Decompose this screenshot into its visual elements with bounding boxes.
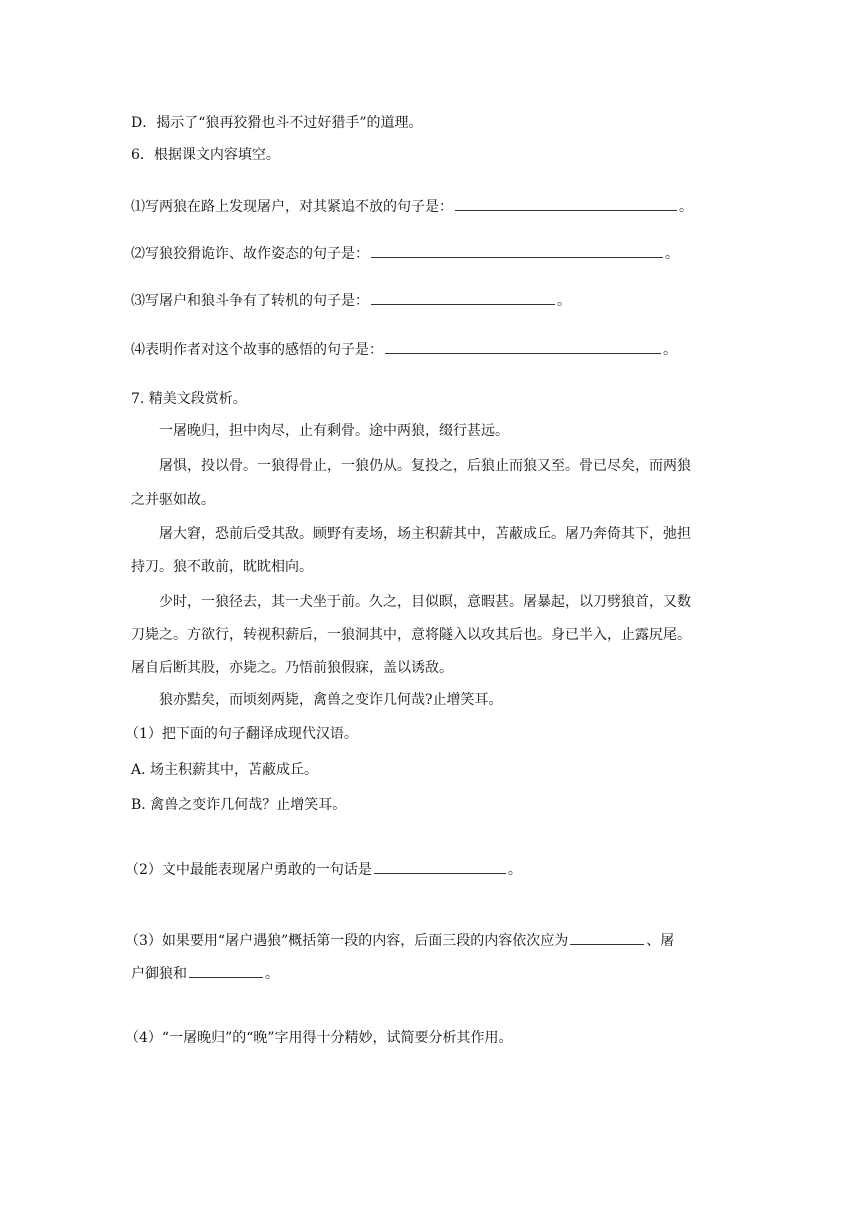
passage-p3-line2: 持刀。狼不敢前，眈眈相向。 <box>131 559 313 575</box>
answer-blank[interactable] <box>385 339 661 354</box>
q7-sub2-text: （2）文中最能表现屠户勇敢的一句话是 <box>125 862 372 878</box>
passage-p1-line1: 一屠晚归，担中肉尽，止有剩骨。途中两狼，缀行甚远。 <box>159 423 509 439</box>
q7-sub3-line1 <box>125 930 674 951</box>
passage-p3-line1: 屠大窘，恐前后受其敌。顾野有麦场，场主积薪其中，苫蔽成丘。屠乃奔倚其下，弛担 <box>159 526 691 542</box>
q7-sub3-text2: 户御狼和 <box>131 966 187 982</box>
answer-blank[interactable] <box>189 963 263 978</box>
passage-p4-line2: 刀毙之。方欲行，转视积薪后，一狼洞其中，意将隧入以攻其后也。身已半入，止露尻尾。 <box>131 627 691 643</box>
q6-item-4 <box>131 339 677 360</box>
answer-blank[interactable] <box>374 859 506 874</box>
q6-item-3 <box>131 290 571 311</box>
q7-sub4: （4）“一屠晚归”的“晚”字用得十分精妙，试简要分析其作用。 <box>125 1030 513 1046</box>
q6-item-2-text: ⑵写狼狡猾诡诈、故作姿态的句子是： <box>131 246 369 262</box>
passage-p4-line3: 屠自后断其股，亦毙之。乃悟前狼假寐，盖以诱敌。 <box>131 660 453 676</box>
q7-sub3-line2 <box>131 963 279 984</box>
q7-sub1-title: （1）把下面的句子翻译成现代汉语。 <box>125 726 358 742</box>
q6-item-1 <box>131 196 693 217</box>
passage-p4-line1: 少时，一狼径去，其一犬坐于前。久之，目似瞑，意暇甚。屠暴起，以刀劈狼首，又数 <box>159 594 691 610</box>
q7-title: 7. 精美文段赏析。 <box>131 391 247 407</box>
q6-item-1-end: 。 <box>679 199 693 215</box>
q7-sub1-a: A. 场主积薪其中，苫蔽成丘。 <box>131 762 319 778</box>
q6-item-1-text: ⑴写两狼在路上发现屠户，对其紧追不放的句子是： <box>131 199 453 215</box>
answer-blank[interactable] <box>570 930 644 945</box>
q6-title: 6．根据课文内容填空。 <box>131 147 280 163</box>
q6-item-4-text: ⑷表明作者对这个故事的感悟的句子是： <box>131 342 383 358</box>
answer-blank[interactable] <box>371 243 663 258</box>
answer-blank[interactable] <box>455 196 677 211</box>
q6-item-3-text: ⑶写屠户和狼斗争有了转机的句子是： <box>131 293 369 309</box>
q5-option-d: D．揭示了“狼再狡猾也斗不过好猎手”的道理。 <box>131 115 423 131</box>
passage-p2-line1: 屠惧，投以骨。一狼得骨止，一狼仍从。复投之，后狼止而狼又至。骨已尽矣，而两狼 <box>159 458 691 474</box>
q6-item-2-end: 。 <box>665 246 679 262</box>
q7-sub2 <box>125 859 522 880</box>
q7-sub3-end: 。 <box>265 966 279 982</box>
q6-item-2 <box>131 243 679 264</box>
q7-sub3-text: （3）如果要用“屠户遇狼”概括第一段的内容，后面三段的内容依次应为 <box>125 933 569 949</box>
q7-sub3-mid: 、屠 <box>646 933 675 949</box>
passage-p5-line1: 狼亦黠矣，而顷刻两毙，禽兽之变诈几何哉?止增笑耳。 <box>159 692 503 708</box>
q6-item-3-end: 。 <box>557 293 571 309</box>
q7-sub1-b: B. 禽兽之变诈几何哉？止增笑耳。 <box>131 797 347 813</box>
answer-blank[interactable] <box>371 290 555 305</box>
q7-sub2-end: 。 <box>507 862 522 878</box>
passage-p2-line2: 之并驱如故。 <box>131 492 215 508</box>
q6-item-4-end: 。 <box>663 342 677 358</box>
